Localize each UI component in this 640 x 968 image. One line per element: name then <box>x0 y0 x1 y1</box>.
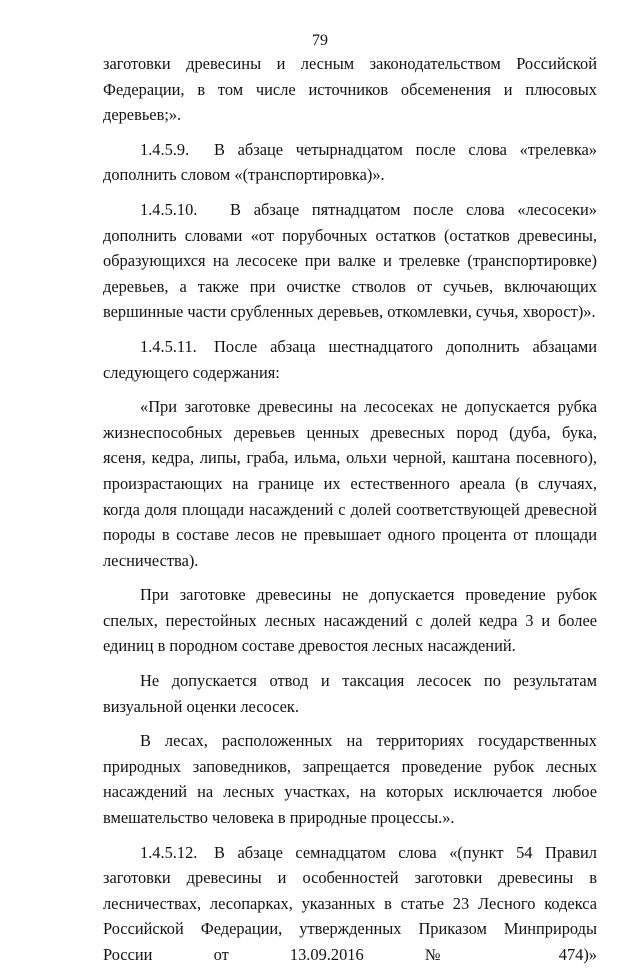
paragraph-quoted-reserves: В лесах, расположенных на территориях государственных природных заповедников, запрещается проведение рубок лесных насаждений на лесных участках, на которых исключается любое вмешательство человека в природные процессы.». <box>103 731 597 828</box>
clause-text: В абзаце пятнадцатом после слова «лесосеки» дополнить словами «от порубочных остатков (остатков древесины, образующихся на лесосеке при валке и трелевке (транспортировке) деревьев, а также при очистке стволов от сучьев, включающих вершинные части срубленных деревьев, откомлевки, сучья, хворост)». <box>103 199 597 322</box>
paragraph-1-4-5-12 <box>103 840 597 968</box>
document-body <box>103 51 597 968</box>
clause-number: 1.4.5.11. <box>140 336 197 356</box>
clause-number: 1.4.5.12. <box>140 842 198 862</box>
paragraph-quoted-cedar: При заготовке древесины не допускается проведение рубок спелых, перестойных лесных насаждений с долей кедра 3 и более единиц в породном составе древостоя лесных насаждений. <box>103 585 597 656</box>
clause-number: 1.4.5.9. <box>140 139 190 159</box>
paragraph-1-4-5-10 <box>103 197 597 325</box>
clause-text: В абзаце семнадцатом слова «(пункт 54 Правил заготовки древесины и особенностей заготовки древесины в лесничествах, лесопарках, указанных в статье 23 Лесного кодекса Российской Федерации, утвержденных Приказом Минприроды России от 13.09.2016 № 474)» <box>103 842 597 964</box>
paragraph-1-4-5-11 <box>103 334 597 385</box>
paragraph-continuation: заготовки древесины и лесным законодательством Российской Федерации, в том числе источников обсеменения и плюсовых деревьев;». <box>103 54 597 125</box>
clause-text: В абзаце четырнадцатом после слова «трелевка» дополнить словом «(транспортировка)». <box>103 139 597 185</box>
clause-number: 1.4.5.10. <box>140 199 198 219</box>
page-number: 79 <box>312 32 328 49</box>
paragraph-1-4-5-9 <box>103 137 597 188</box>
clause-text: После абзаца шестнадцатого дополнить абзацами следующего содержания: <box>103 336 597 382</box>
paragraph-quoted-visual-assessment: Не допускается отвод и таксация лесосек по результатам визуальной оценки лесосек. <box>103 671 597 716</box>
paragraph-quoted-valuable-species: «При заготовке древесины на лесосеках не допускается рубка жизнеспособных деревьев ценных древесных пород (дуба, бука, ясеня, кедра, липы, граба, ильма, ольхи черной, каштана посевного), произрастающих на границе их естественного ареала (в случаях, когда доля площади насаждений с долей соответствующей древесной породы в составе лесов не превышает одного процента от площади лесничества). <box>103 397 597 570</box>
